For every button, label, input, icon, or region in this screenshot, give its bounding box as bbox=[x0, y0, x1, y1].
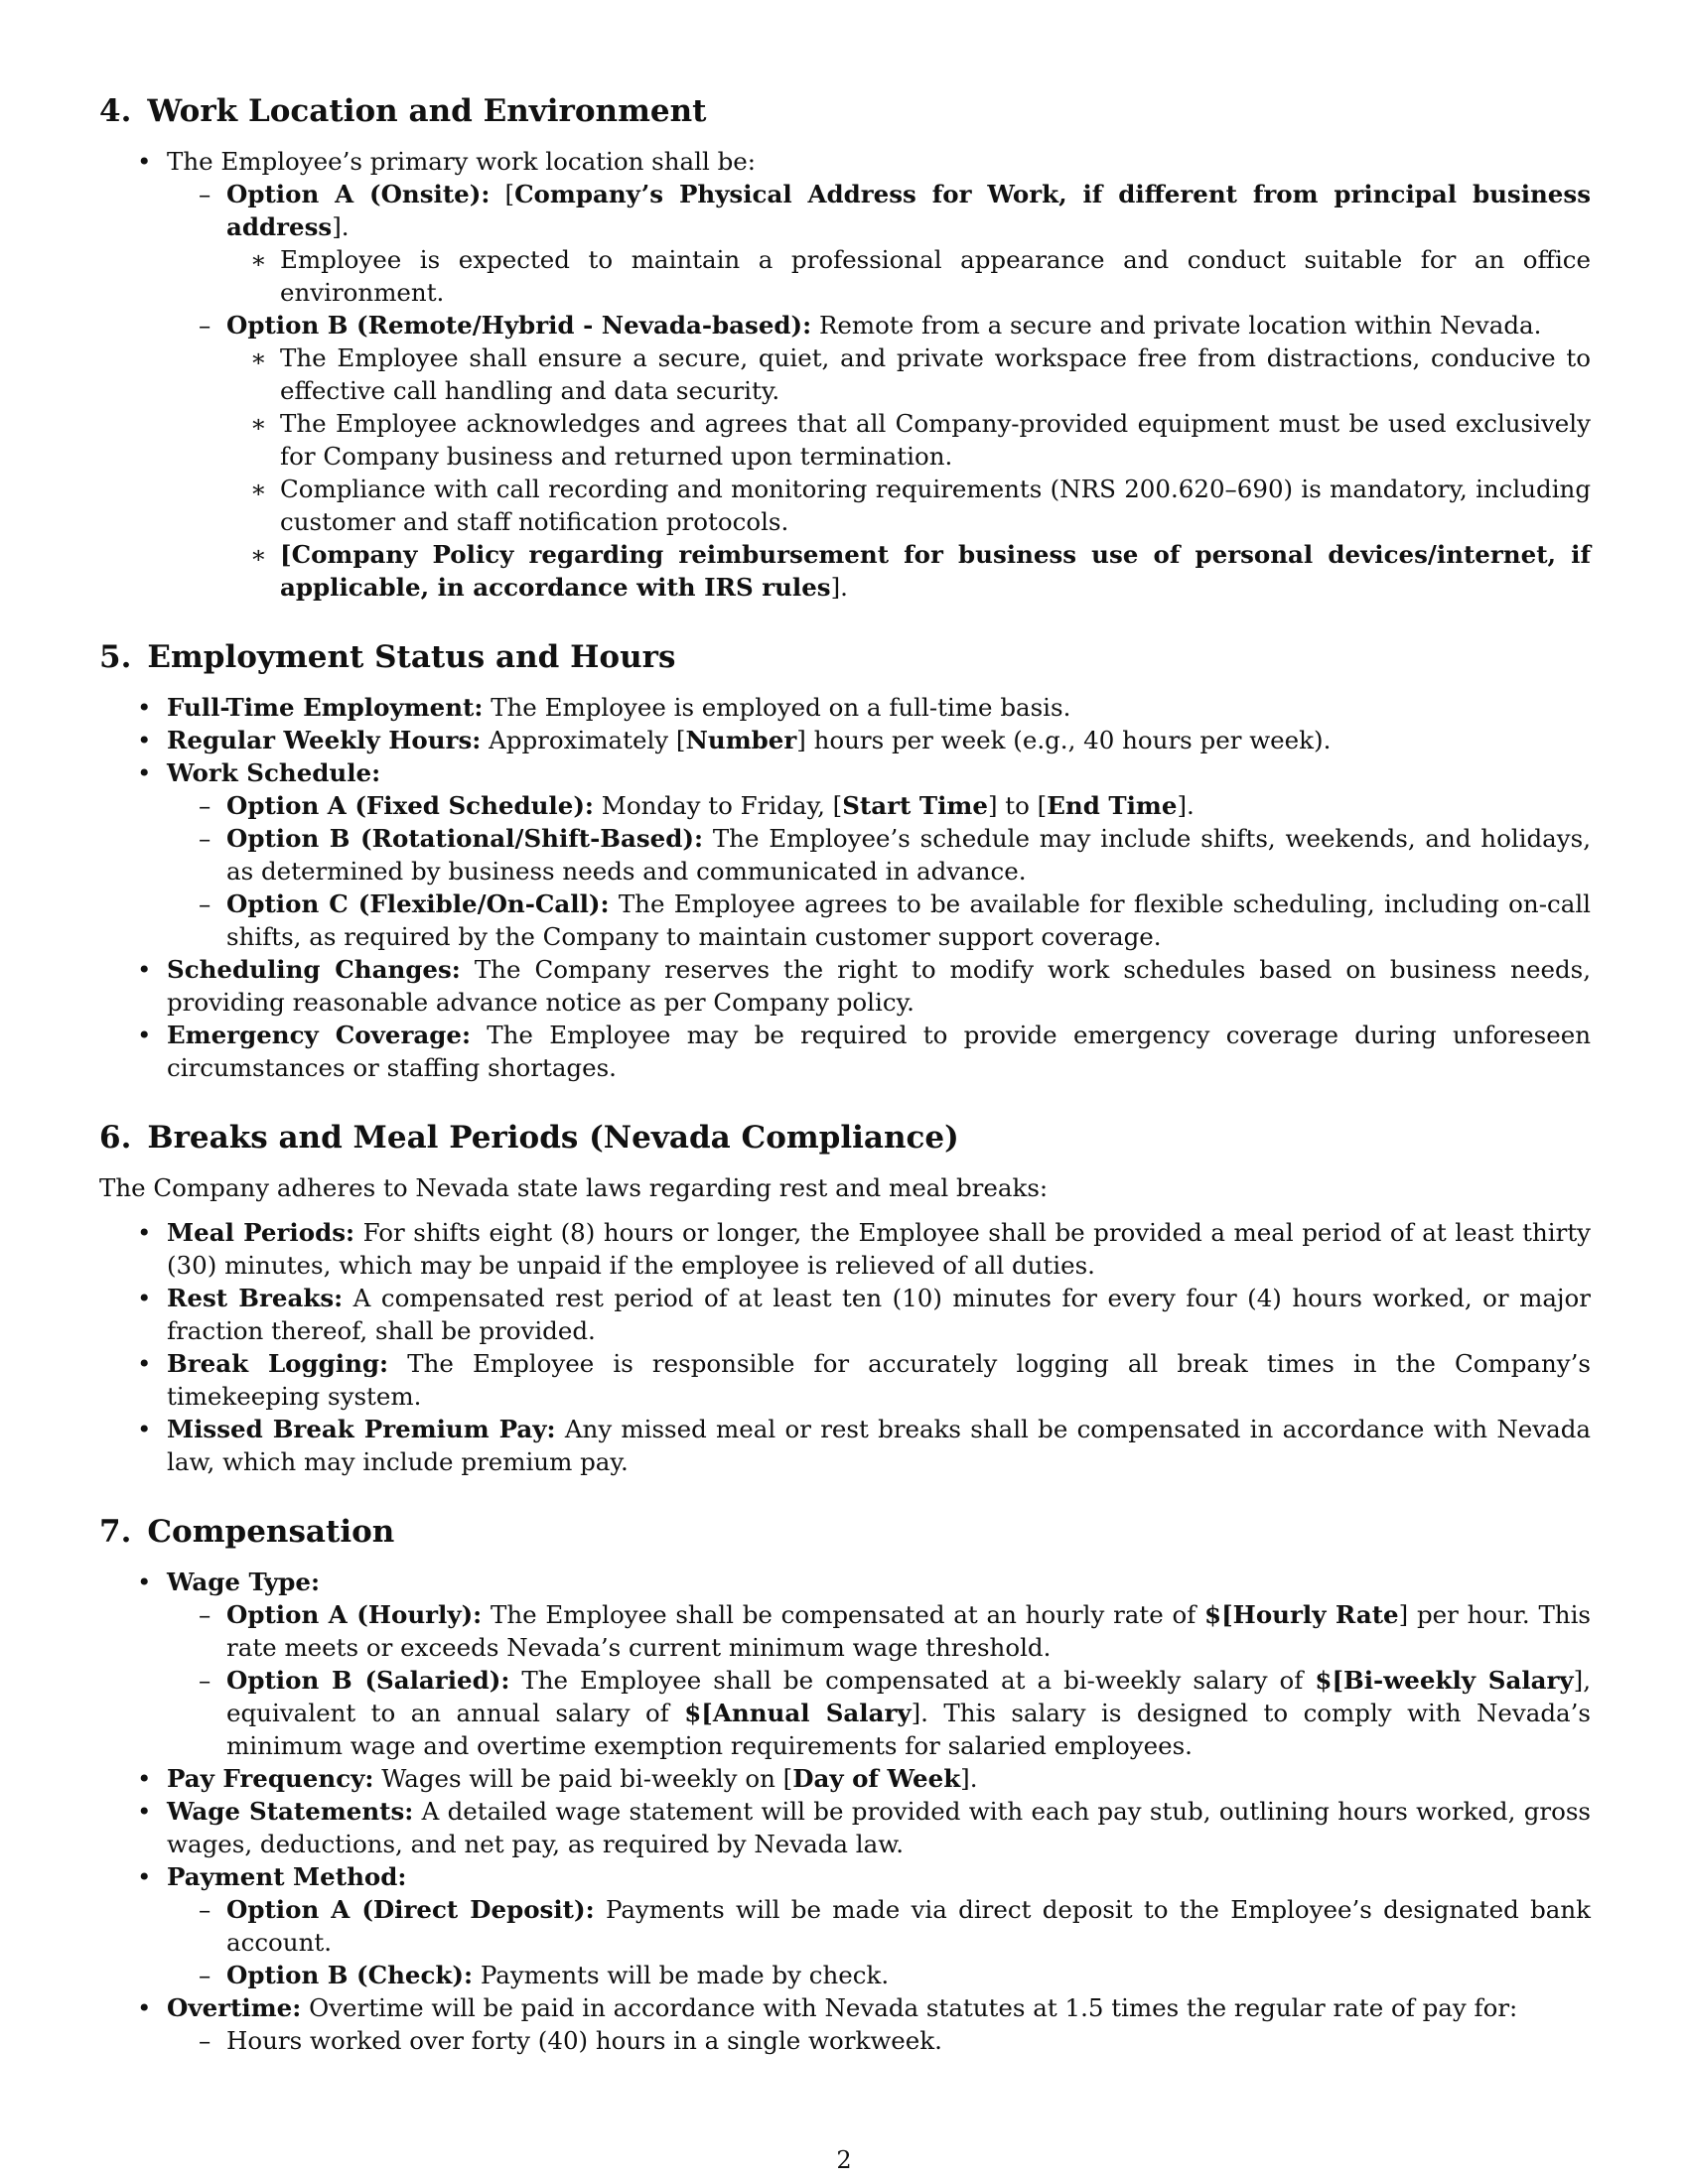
list-item: ∗ The Employee shall ensure a secure, quiet, and private workspace free from distractions, conducive to effective call handling and data security. bbox=[99, 341, 1591, 407]
list-item: • Meal Periods: For shifts eight (8) hours or longer, the Employee shall be provided a meal period of at least thirty (30) minutes, which may be unpaid if the employee is relieved of all duties. bbox=[99, 1216, 1591, 1282]
list-item: – Option A (Hourly): The Employee shall be compensated at an hourly rate of $[Hourly Rate] per hour. This rate meets or exceeds Nevada’s current minimum wage threshold. bbox=[99, 1598, 1591, 1664]
section-heading: 6. Breaks and Meal Periods (Nevada Compliance) bbox=[99, 1120, 959, 1156]
list-item: • Emergency Coverage: The Employee may be required to provide emergency coverage during unforeseen circumstances or staffing shortages. bbox=[99, 1019, 1591, 1084]
list-item: • Scheduling Changes: The Company reserves the right to modify work schedules based on business needs, providing reasonable advance notice as per Company policy. bbox=[99, 953, 1591, 1019]
list-item: • The Employee’s primary work location shall be: – Option A (Onsite): [Company’s Physical Address for Work, if different from principal business address]. ∗ Employee is expected to maintain a professional appearance and conduct suitable for an office environment. – Option B (Remote/Hybrid - Nevada-based): Remote from a secure and private location within Nevada. ∗ The Employee shall ensure a secure, quiet, and private workspace free from distractions, conducive to effective call handling and data security. ∗ The Employee acknowledges and agrees that all Company-provided equipment must be used exclusively for Company business and returned upon termination. ∗ Compliance with call recording and monitoring requirements (NRS 200.620–690) is mandatory, including customer and staff notification protocols. ∗ [Company Policy regarding reimbursement for business use of personal devices/internet, if applicable, in accordance with IRS rules]. bbox=[99, 145, 1591, 604]
document-page bbox=[99, 91, 1591, 2091]
list-item: – Option B (Remote/Hybrid - Nevada-based): Remote from a secure and private location within Nevada. ∗ The Employee shall ensure a secure, quiet, and private workspace free from distractions, conducive to effective call handling and data security. ∗ The Employee acknowledges and agrees that all Company-provided equipment must be used exclusively for Company business and returned upon termination. ∗ Compliance with call recording and monitoring requirements (NRS 200.620–690) is mandatory, including customer and staff notification protocols. ∗ [Company Policy regarding reimbursement for business use of personal devices/internet, if applicable, in accordance with IRS rules]. bbox=[99, 309, 1591, 604]
list-item: • Pay Frequency: Wages will be paid bi-weekly on [Day of Week]. bbox=[99, 1762, 1591, 1795]
list-item: – Option B (Check): Payments will be made by check. bbox=[99, 1959, 1591, 1991]
page-number: 2 bbox=[836, 2146, 852, 2174]
list-item: • Regular Weekly Hours: Approximately [Number] hours per week (e.g., 40 hours per week). bbox=[99, 724, 1591, 756]
list-item: • Break Logging: The Employee is responsible for accurately logging all break times in the Company’s timekeeping system. bbox=[99, 1347, 1591, 1413]
list-item: – Option A (Onsite): [Company’s Physical Address for Work, if different from principal business address]. ∗ Employee is expected to maintain a professional appearance and conduct suitable for an office environment. bbox=[99, 178, 1591, 309]
list-item: – Option A (Fixed Schedule): Monday to Friday, [Start Time] to [End Time]. bbox=[99, 789, 1591, 822]
list-item: ∗ Employee is expected to maintain a professional appearance and conduct suitable for an office environment. bbox=[99, 243, 1591, 309]
section-heading: 5. Employment Status and Hours bbox=[99, 639, 676, 675]
list-item: • Rest Breaks: A compensated rest period of at least ten (10) minutes for every four (4) hours worked, or major fraction thereof, shall be provided. bbox=[99, 1282, 1591, 1347]
section-breaks bbox=[99, 1118, 1591, 1478]
list-item: • Work Schedule: – Option A (Fixed Schedule): Monday to Friday, [Start Time] to [End Time]. – Option B (Rotational/Shift-Based): The Employee’s schedule may include shifts, weekends, and holidays, as determined by business needs and communicated in advance. – Option C (Flexible/On-Call): The Employee agrees to be available for flexible scheduling, including on-call shifts, as required by the Company to maintain customer support coverage. bbox=[99, 756, 1591, 953]
list-item: – Option B (Rotational/Shift-Based): The Employee’s schedule may include shifts, weekends, and holidays, as determined by business needs and communicated in advance. bbox=[99, 822, 1591, 887]
section-employment-status bbox=[99, 637, 1591, 1084]
list-item: – Option A (Direct Deposit): Payments will be made via direct deposit to the Employee’s designated bank account. bbox=[99, 1893, 1591, 1959]
list-item: ∗ The Employee acknowledges and agrees that all Company-provided equipment must be used exclusively for Company business and returned upon termination. bbox=[99, 407, 1591, 473]
list-item: – Option C (Flexible/On-Call): The Employee agrees to be available for flexible scheduling, including on-call shifts, as required by the Company to maintain customer support coverage. bbox=[99, 887, 1591, 953]
section-intro: The Company adheres to Nevada state laws regarding rest and meal breaks: bbox=[99, 1173, 1049, 1202]
list-item: • Wage Type: – Option A (Hourly): The Employee shall be compensated at an hourly rate of $[Hourly Rate] per hour. This rate meets or exceeds Nevada’s current minimum wage threshold. – Option B (Salaried): The Employee shall be compensated at a bi-weekly salary of $[Bi-weekly Salary], equivalent to an annual salary of $[Annual Salary]. This salary is designed to comply with Nevada’s minimum wage and overtime exemption requirements for salaried employees. bbox=[99, 1566, 1591, 1762]
list-item: – Option B (Salaried): The Employee shall be compensated at a bi-weekly salary of $[Bi-weekly Salary], equivalent to an annual salary of $[Annual Salary]. This salary is designed to comply with Nevada’s minimum wage and overtime exemption requirements for salaried employees. bbox=[99, 1664, 1591, 1762]
list-item: ∗ Compliance with call recording and monitoring requirements (NRS 200.620–690) is mandatory, including customer and staff notification protocols. bbox=[99, 473, 1591, 538]
list-item: • Wage Statements: A detailed wage statement will be provided with each pay stub, outlining hours worked, gross wages, deductions, and net pay, as required by Nevada law. bbox=[99, 1795, 1591, 1860]
list-item: • Payment Method: – Option A (Direct Deposit): Payments will be made via direct deposit to the Employee’s designated bank account. – Option B (Check): Payments will be made by check. bbox=[99, 1860, 1591, 1991]
list-item: • Missed Break Premium Pay: Any missed meal or rest breaks shall be compensated in accordance with Nevada law, which may include premium pay. bbox=[99, 1413, 1591, 1478]
list-item: – Hours worked over forty (40) hours in a single workweek. bbox=[99, 2024, 1591, 2057]
list-item: ∗ [Company Policy regarding reimbursement for business use of personal devices/internet, if applicable, in accordance with IRS rules]. bbox=[99, 538, 1591, 604]
section-heading: 4. Work Location and Environment bbox=[99, 93, 707, 129]
list-item: • Overtime: Overtime will be paid in accordance with Nevada statutes at 1.5 times the regular rate of pay for: – Hours worked over forty (40) hours in a single workweek. bbox=[99, 1991, 1591, 2057]
list-item: • Full-Time Employment: The Employee is employed on a full-time basis. bbox=[99, 691, 1591, 724]
section-compensation bbox=[99, 1512, 1591, 2057]
section-heading: 7. Compensation bbox=[99, 1514, 395, 1550]
section-work-location bbox=[99, 91, 1591, 604]
